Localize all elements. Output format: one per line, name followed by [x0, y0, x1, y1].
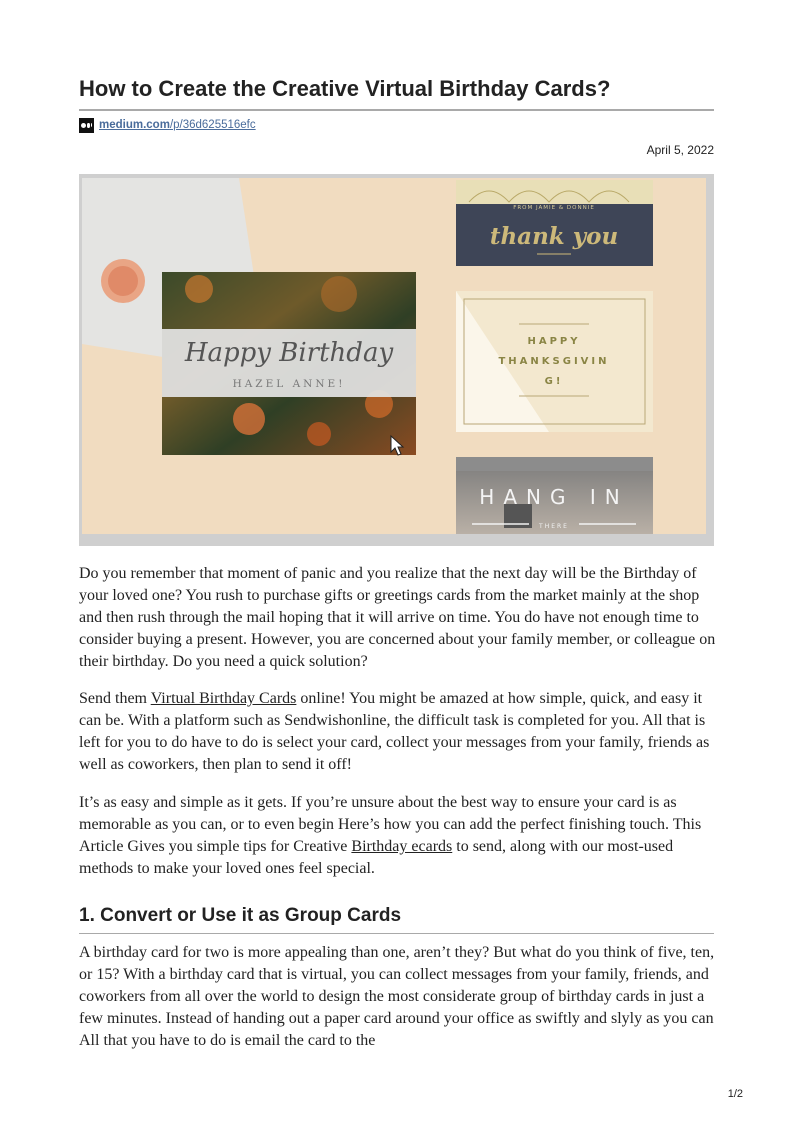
birthday-ecards-link[interactable]: Birthday ecards	[351, 838, 453, 855]
paragraph-intro: Do you remember that moment of panic and you realize that the next day will be the Birthday of your loved one? You rush to purchase gifts or greetings cards from the market mainly at the shop and then rush through the mail hoping that it will arrive on time. You do have not enough time to consider buying a present. However, you are concerned about your family member, or colleague on their birthday. Do you need a quick solution?	[79, 565, 716, 670]
paragraph-text: Send them	[79, 690, 151, 707]
paragraph-text: It’s as easy and simple as it gets. If you’re unsure about the best way to ensure your card is as memorable as you can, or to even begin Here’s how you can add the perfect finishing touch. This Article Gives you simple tips for Creative	[79, 794, 702, 855]
source-path-link[interactable]: /p/36d625516efc	[169, 119, 256, 131]
paragraph-text: to send, along with our most-used methods to make your loved ones feel special.	[79, 838, 674, 877]
thanksgiving-line2: THANKSGIVIN	[498, 356, 610, 367]
paragraph-group-cards: A birthday card for two is more appealing than one, aren’t they? But what do you think of five, ten, or 15? With a birthday card that is virtual, you can collect messages from your family, friends, and coworkers from all over the world to design the most considerate group of birthday cards in just a few minutes. Instead of handing out a paper card around your office as swiftly and slyly as you can All that you have to do is email the card to the	[79, 944, 715, 1049]
hang-card-sub: THERE	[539, 523, 569, 530]
thankyou-card	[456, 180, 653, 266]
section-heading: 1. Convert or Use it as Group Cards	[79, 905, 402, 926]
thankyou-from: FROM JAMIE & DONNIE	[513, 205, 595, 211]
thanksgiving-card	[456, 291, 653, 432]
section-divider	[79, 933, 714, 934]
hero-image	[79, 174, 714, 546]
virtual-birthday-cards-link[interactable]: Virtual Birthday Cards	[150, 690, 297, 707]
article-date: April 5, 2022	[646, 143, 714, 157]
medium-logo-icon	[79, 118, 94, 133]
paragraph-send-them	[79, 688, 719, 776]
birthday-card-title: Happy Birthday	[184, 338, 394, 368]
hang-in-there-card	[456, 457, 653, 534]
article-title: How to Create the Creative Virtual Birthday Cards?	[79, 76, 611, 101]
thanksgiving-line1: HAPPY	[527, 336, 581, 347]
hang-card-text: HANG IN	[479, 485, 629, 509]
source-link-row[interactable]	[79, 117, 256, 133]
page-number: 1/2	[727, 1088, 743, 1100]
thanksgiving-line3: G!	[544, 376, 564, 387]
paragraph-text: online! You might be amazed at how simple, quick, and easy it can be. With a platform such as Sendwishonline, the difficult task is completed for you. All that is left for you to do have to do is select your card, collect your messages from your family, friends as well as coworkers, then plan to send it off!	[79, 690, 710, 773]
thankyou-text: thank you	[489, 223, 619, 250]
birthday-card-name: HAZEL ANNE!	[232, 378, 346, 390]
paragraph-easy-simple	[79, 792, 719, 880]
title-divider	[79, 109, 714, 111]
source-domain-link[interactable]: medium.com	[99, 119, 170, 131]
birthday-card	[162, 272, 416, 455]
